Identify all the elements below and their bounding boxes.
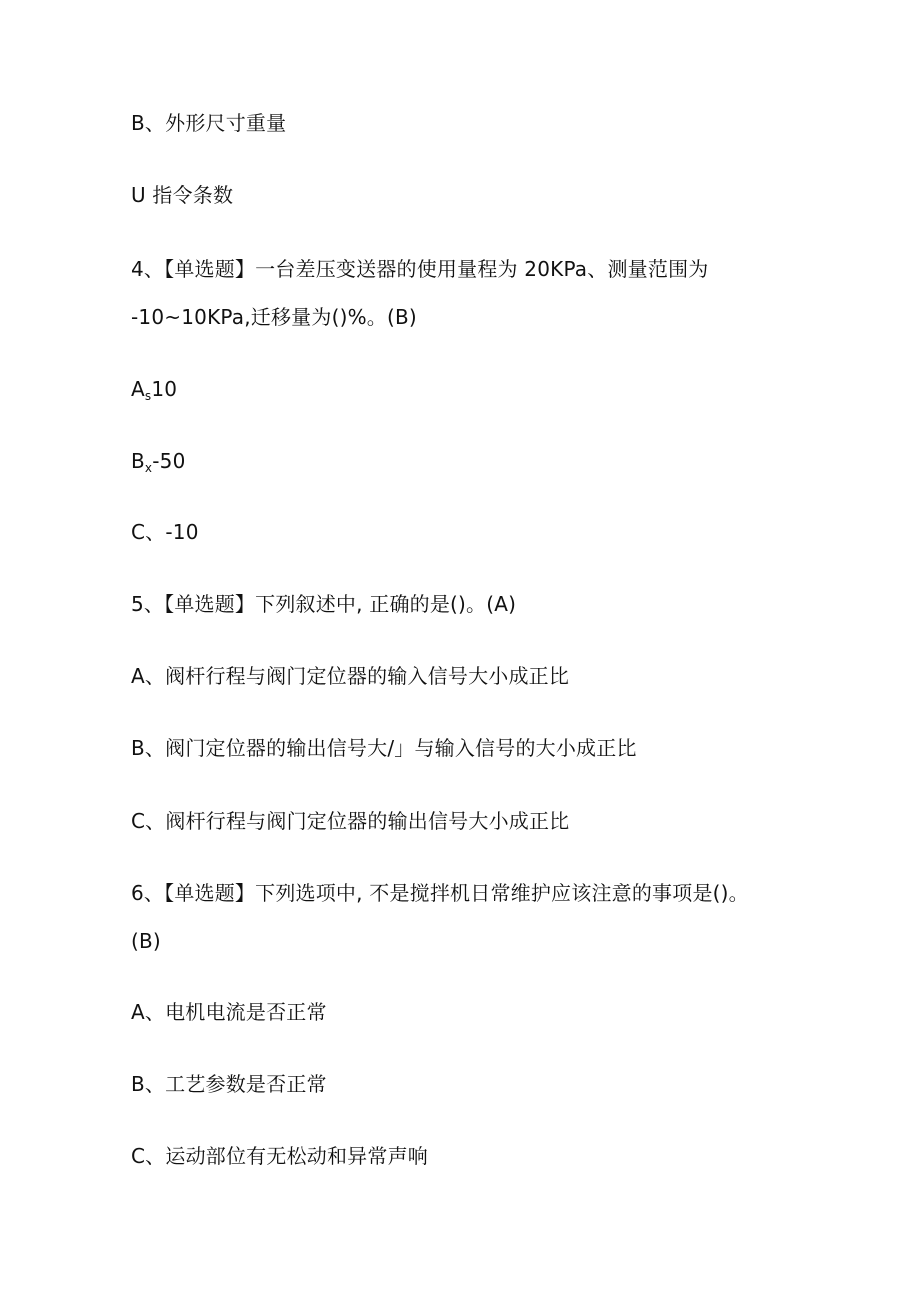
option-subscript: x (144, 461, 153, 475)
question-4-text: 4、【单选题】一台差压变送器的使用量程为 20KPa、测量范围为 (131, 257, 709, 281)
question-4-option-a (131, 376, 177, 409)
question-6-text: 6、【单选题】下列选项中, 不是搅拌机日常维护应该注意的事项是()。 (131, 881, 749, 905)
option-letter: B (131, 449, 145, 473)
option-letter: A (131, 377, 145, 401)
question-5-option-c: C、阀杆行程与阀门定位器的输出信号大小成正比 (131, 809, 570, 833)
option-subscript: s (144, 389, 152, 403)
option-b-dimensions-weight: B、外形尺寸重量 (131, 111, 287, 135)
question-4-text-continued: -10~10KPa,迁移量为()%。(B) (131, 305, 417, 329)
question-4-option-b (131, 448, 186, 481)
option-value: 10 (151, 377, 178, 401)
question-4-option-c: C、-10 (131, 520, 199, 544)
question-6-option-c: C、运动部位有无松动和异常声响 (131, 1144, 428, 1168)
question-6-option-a: A、电机电流是否正常 (131, 1000, 327, 1024)
question-5-text: 5、【单选题】下列叙述中, 正确的是()。(A) (131, 592, 517, 616)
question-5-option-a: A、阀杆行程与阀门定位器的输入信号大小成正比 (131, 664, 570, 688)
question-5-option-b: B、阀门定位器的输出信号大/」与输入信号的大小成正比 (131, 736, 637, 760)
option-value: -50 (152, 449, 186, 473)
question-6-answer: (B) (131, 929, 161, 953)
option-instruction-count: U 指令条数 (131, 183, 234, 207)
question-6-option-b: B、工艺参数是否正常 (131, 1072, 327, 1096)
